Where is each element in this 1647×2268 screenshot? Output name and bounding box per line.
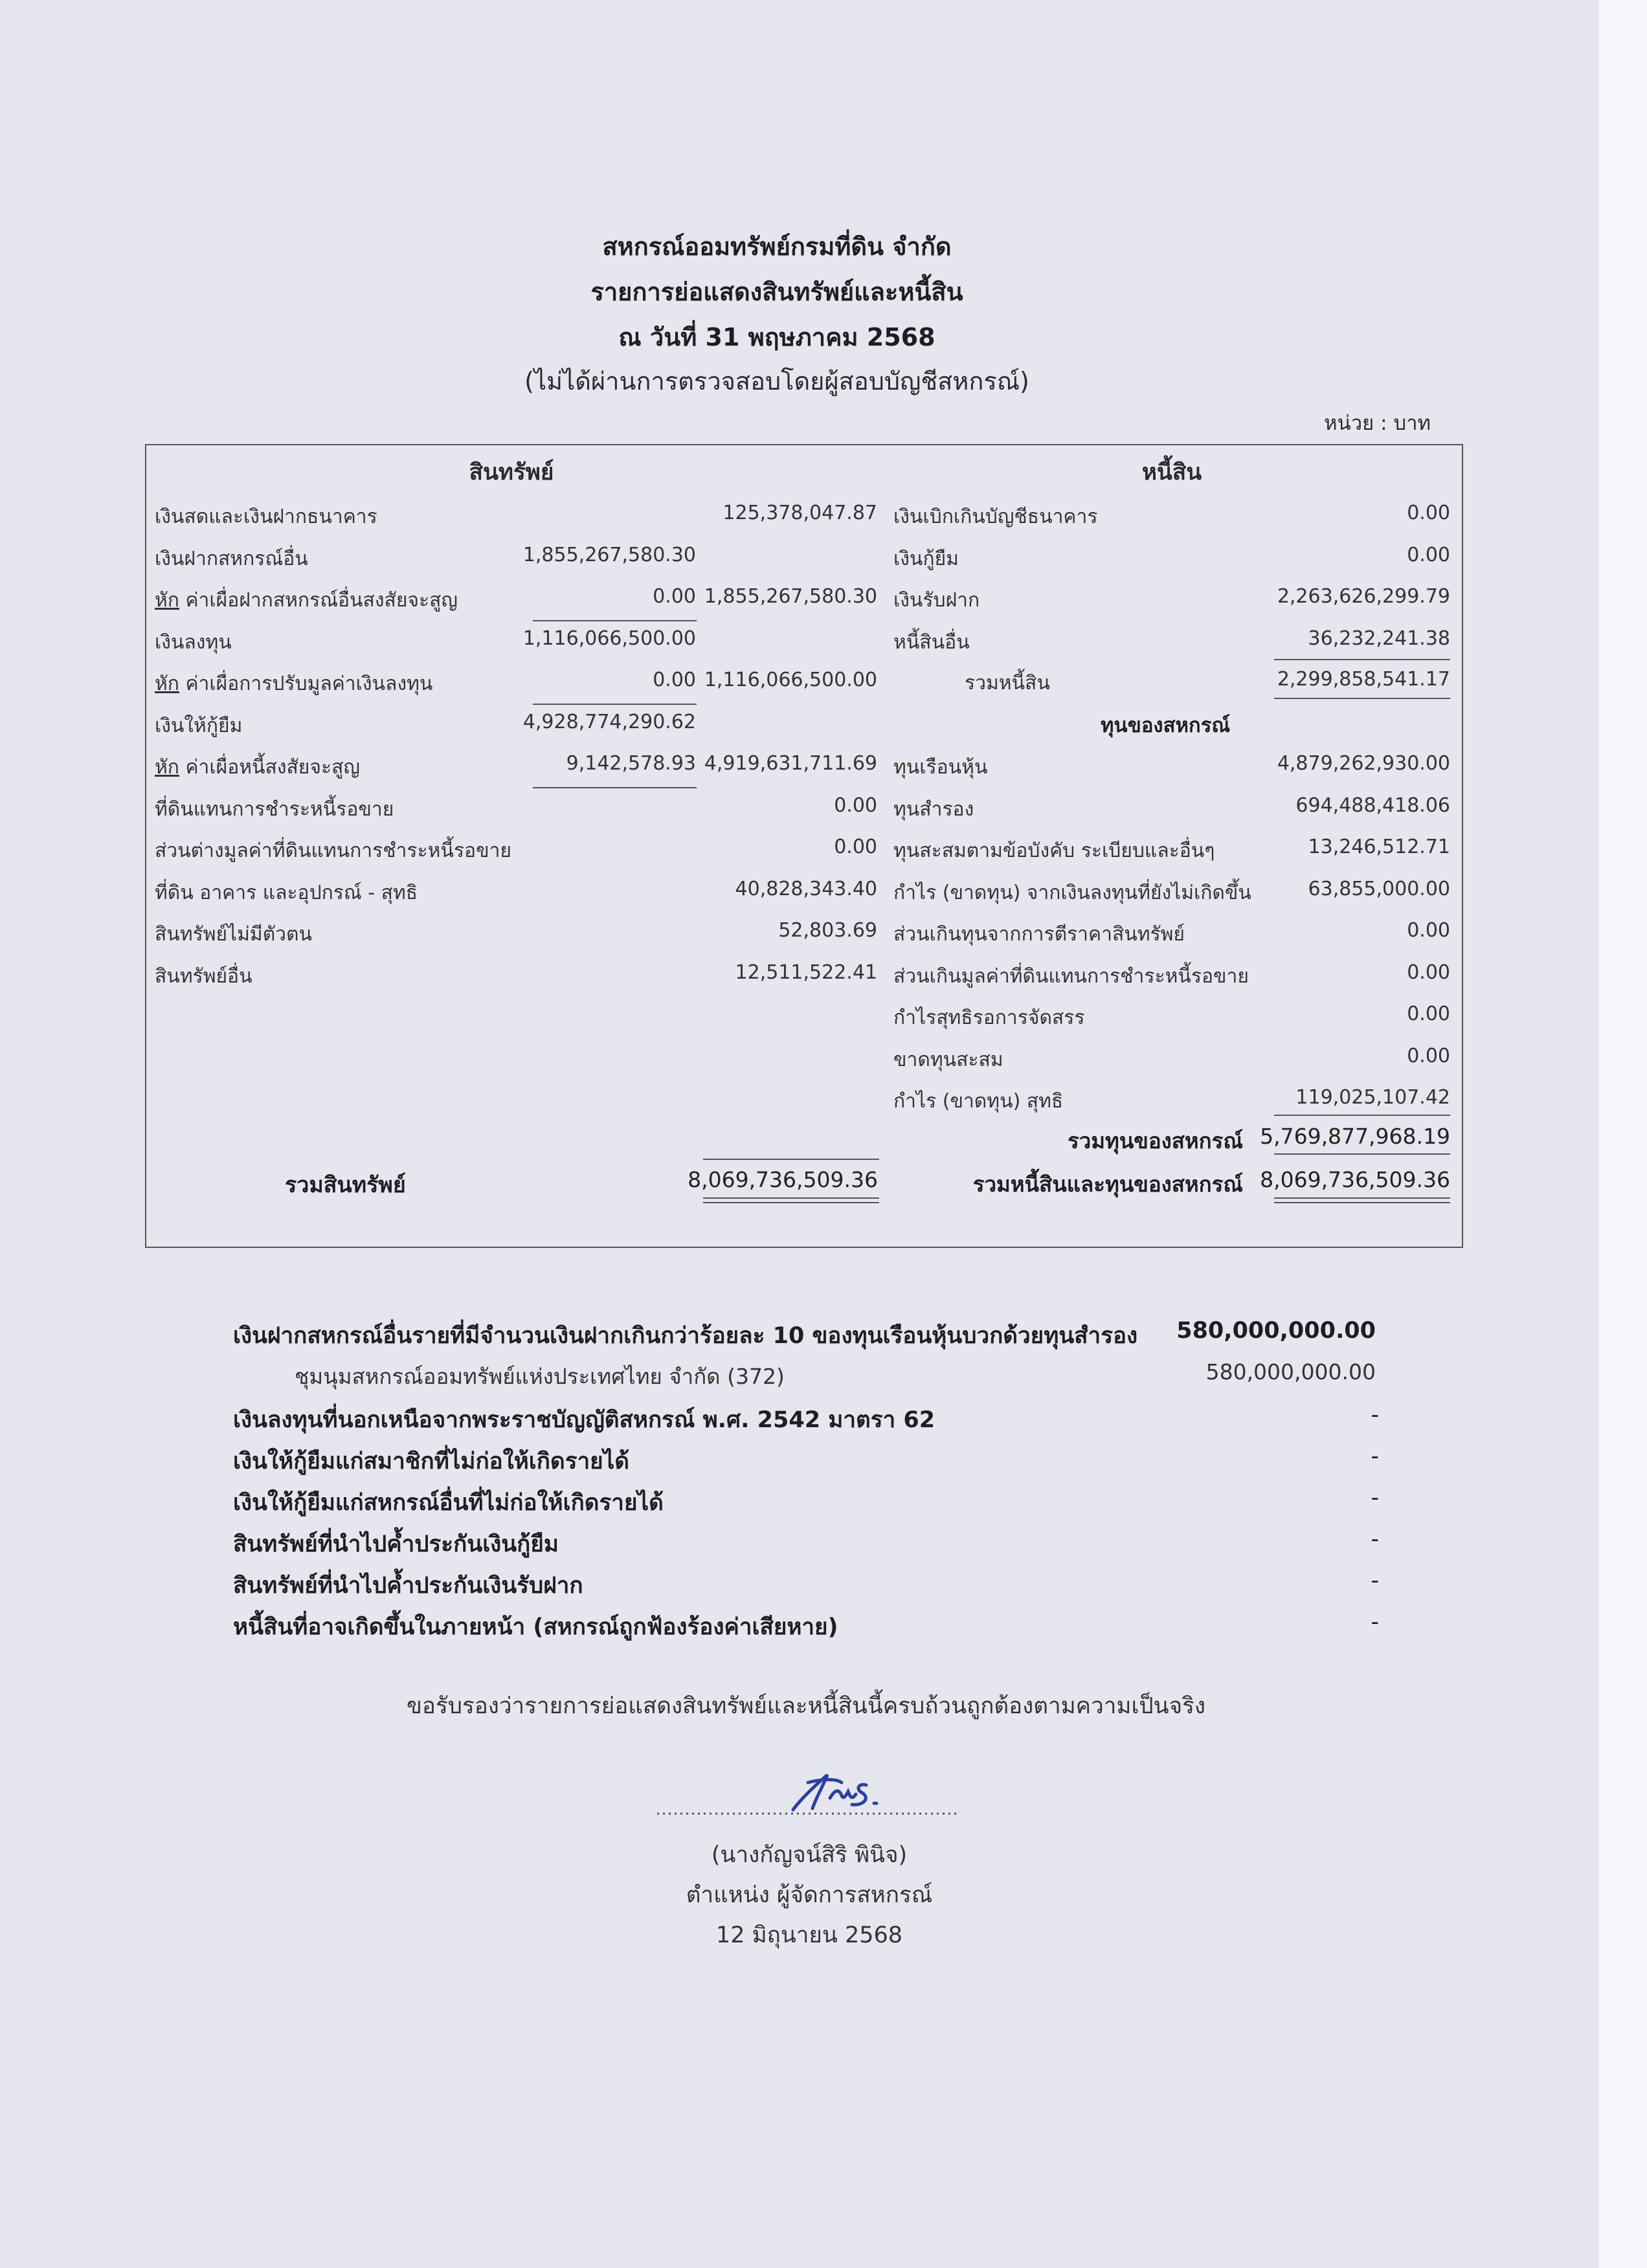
assets-total-label: รวมสินทรัพย์ [285, 1172, 406, 1198]
note-deposit-sub-amount: 580,000,000.00 [1205, 1359, 1376, 1384]
note-deposit-sub: ชุมนุมสหกรณ์ออมทรัพย์แห่งประเทศไทย จำกัด (372) [295, 1364, 785, 1389]
note-item-value: - [1371, 1485, 1379, 1511]
liabilities-sum-rule-bottom [1274, 698, 1450, 699]
scan-edge [1599, 0, 1647, 2268]
currency-unit: หน่วย : บาท [1324, 412, 1431, 435]
equity-row-label: ขาดทุนสะสม [893, 1049, 1003, 1071]
liabilities-row-amount: 0.00 [1407, 502, 1450, 524]
note-item-value: - [1371, 1402, 1379, 1428]
report-audit-note: (ไม่ได้ผ่านการตรวจสอบโดยผู้สอบบัญชีสหกรณ์) [524, 367, 1029, 395]
assets-row-amount: 40,828,343.40 [735, 878, 877, 900]
note-item-label: เงินให้กู้ยืมแก่สมาชิกที่ไม่ก่อให้เกิดรายได้ [233, 1449, 629, 1474]
equity-row-label: ทุนเรือนหุ้น [893, 756, 988, 779]
assets-row-amount: 0.00 [834, 836, 877, 858]
assets-row-label [155, 585, 458, 616]
equity-heading: ทุนของสหกรณ์ [1101, 714, 1231, 737]
assets-row-text: เงินฝากสหกรณ์อื่น [155, 548, 308, 570]
report-title: รายการย่อแสดงสินทรัพย์และหนี้สิน [590, 278, 963, 306]
assets-row-label [155, 794, 394, 825]
assets-row-text: ที่ดินแทนการชำระหนี้รอขาย [155, 798, 394, 821]
assets-row-subamount: 1,855,267,580.30 [522, 544, 696, 566]
grand-total-rule-bottom-2 [1274, 1202, 1450, 1203]
equity-row-amount: 13,246,512.71 [1308, 836, 1450, 858]
equity-row-label: กำไรสุทธิรอการจัดสรร [893, 1006, 1085, 1029]
assets-row-subamount: 9,142,578.93 [566, 752, 696, 775]
assets-row-text: ค่าเผื่อฝากสหกรณ์อื่นสงสัยจะสูญ [179, 589, 458, 612]
equity-row-label: ทุนสำรอง [893, 798, 974, 821]
report-date: ณ วันที่ 31 พฤษภาคม 2568 [618, 323, 936, 351]
assets-total-rule-bottom-1 [703, 1197, 879, 1199]
equity-row-amount: 694,488,418.06 [1295, 794, 1450, 817]
assets-row-text: ส่วนต่างมูลค่าที่ดินแทนการชำระหนี้รอขาย [155, 839, 512, 862]
equity-sum-rule-top [1274, 1115, 1450, 1116]
assets-row-subamount: 0.00 [653, 585, 696, 608]
equity-row-label: ส่วนเกินทุนจากการตีราคาสินทรัพย์ [893, 923, 1185, 946]
assets-row-amount: 4,919,631,711.69 [704, 752, 877, 775]
equity-row-amount: 0.00 [1407, 1003, 1450, 1025]
note-deposit-label: เงินฝากสหกรณ์อื่นรายที่มีจำนวนเงินฝากเกินกว่าร้อยละ 10 ของทุนเรือนหุ้นบวกด้วยทุนสำรอง [233, 1323, 1138, 1349]
equity-row-label: กำไร (ขาดทุน) สุทธิ [893, 1090, 1064, 1113]
note-item-value: - [1371, 1609, 1379, 1635]
assets-row-text: ค่าเผื่อการปรับมูลค่าเงินลงทุน [179, 673, 433, 695]
less-prefix: หัก [155, 589, 179, 612]
assets-row-text: เงินให้กู้ยืม [155, 715, 243, 737]
liabilities-row-label: เงินรับฝาก [893, 589, 980, 612]
assets-row-label [155, 752, 360, 783]
liabilities-row-label: หนี้สินอื่น [893, 631, 970, 654]
assets-row-amount: 12,511,522.41 [735, 961, 877, 984]
signature-mark [654, 1759, 971, 1824]
assets-row-subamount: 0.00 [653, 669, 696, 691]
assets-row-amount: 52,803.69 [778, 919, 877, 942]
assets-row-label [155, 711, 242, 741]
signer-name: (นางกัญจน์สิริ พินิจ) [711, 1842, 908, 1868]
certification-statement: ขอรับรองว่ารายการย่อแสดงสินทรัพย์และหนี้สินนี้ครบถ้วนถูกต้องตามความเป็นจริง [407, 1693, 1205, 1719]
liabilities-heading: หนี้สิน [1141, 460, 1202, 485]
assets-row-label [155, 544, 308, 574]
liabilities-sum-rule-top [1274, 659, 1450, 660]
note-deposit-amount: 580,000,000.00 [1176, 1318, 1376, 1344]
assets-row-text: สินทรัพย์ไม่มีตัวตน [155, 923, 313, 946]
assets-row-label [155, 627, 232, 658]
equity-row-amount: 119,025,107.42 [1295, 1086, 1450, 1109]
liabilities-total-amount: 2,299,858,541.17 [1277, 668, 1450, 691]
assets-total-rule-bottom-2 [703, 1202, 879, 1203]
note-item-label: สินทรัพย์ที่นำไปค้ำประกันเงินรับฝาก [233, 1573, 583, 1599]
equity-row-label: กำไร (ขาดทุน) จากเงินลงทุนที่ยังไม่เกิดขึ้น [893, 882, 1251, 904]
equity-row-amount: 0.00 [1407, 1045, 1450, 1067]
equity-row-amount: 0.00 [1407, 961, 1450, 984]
equity-sum-rule-bottom [1274, 1153, 1450, 1155]
equity-row-label: ทุนสะสมตามข้อบังคับ ระเบียบและอื่นๆ [893, 839, 1215, 862]
liabilities-row-amount: 36,232,241.38 [1308, 627, 1450, 650]
assets-row-label [155, 961, 252, 992]
equity-row-amount: 4,879,262,930.00 [1277, 752, 1450, 775]
assets-row-amount: 1,116,066,500.00 [704, 669, 877, 691]
assets-row-amount: 0.00 [834, 794, 877, 817]
note-item-value: - [1371, 1568, 1379, 1594]
equity-row-amount: 0.00 [1407, 919, 1450, 942]
assets-row-label [155, 919, 312, 950]
assets-row-amount: 1,855,267,580.30 [704, 585, 877, 608]
assets-total-value: 8,069,736,509.36 [688, 1167, 878, 1192]
assets-row-amount: 125,378,047.87 [723, 502, 877, 524]
equity-total-label: รวมทุนของสหกรณ์ [1067, 1128, 1243, 1153]
grand-total-label: รวมหนี้สินและทุนของสหกรณ์ [972, 1172, 1243, 1197]
assets-row-text: ค่าเผื่อหนี้สงสัยจะสูญ [179, 756, 360, 779]
note-item-label: หนี้สินที่อาจเกิดขึ้นในภายหน้า (สหกรณ์ถูกฟ้องร้องค่าเสียหาย) [233, 1614, 838, 1640]
report-cooperative-name: สหกรณ์ออมทรัพย์กรมที่ดิน จำกัด [602, 232, 952, 261]
liabilities-row-amount: 2,263,626,299.79 [1277, 585, 1450, 608]
liabilities-row-label: เงินกู้ยืม [893, 548, 959, 570]
assets-row-label [155, 502, 377, 532]
signature-date: 12 มิถุนายน 2568 [715, 1922, 903, 1948]
assets-row-label [155, 836, 511, 866]
assets-row-subamount: 4,928,774,290.62 [522, 711, 696, 733]
note-deposit-sub-amount-row [0, 1359, 1379, 1388]
equity-row-label: ส่วนเกินมูลค่าที่ดินแทนการชำระหนี้รอขาย [893, 965, 1249, 988]
less-prefix: หัก [155, 756, 179, 779]
assets-row-label [155, 669, 432, 699]
liabilities-row-label: เงินเบิกเกินบัญชีธนาคาร [893, 506, 1098, 528]
less-prefix: หัก [155, 673, 179, 695]
assets-row-text: ที่ดิน อาคาร และอุปกรณ์ - สุทธิ [155, 882, 418, 904]
assets-row-text: เงินสดและเงินฝากธนาคาร [155, 506, 377, 528]
assets-subtotal-rule-1 [533, 620, 697, 621]
liabilities-row-amount: 0.00 [1407, 544, 1450, 566]
note-item-label: เงินลงทุนที่นอกเหนือจากพระราชบัญญัติสหกรณ์ พ.ศ. 2542 มาตรา 62 [233, 1407, 936, 1433]
assets-total-rule-top [703, 1159, 879, 1160]
note-item-label: เงินให้กู้ยืมแก่สหกรณ์อื่นที่ไม่ก่อให้เกิดรายได้ [233, 1490, 664, 1516]
equity-total-value: 5,769,877,968.19 [1260, 1124, 1450, 1149]
note-item-value: - [1371, 1443, 1379, 1469]
note-item-label: สินทรัพย์ที่นำไปค้ำประกันเงินกู้ยืม [233, 1531, 559, 1557]
assets-row-text: สินทรัพย์อื่น [155, 965, 252, 988]
note-deposit-amount-row [0, 1318, 1379, 1346]
assets-row-subamount: 1,116,066,500.00 [522, 627, 696, 650]
assets-subtotal-rule-3 [533, 787, 697, 788]
assets-subtotal-rule-2 [533, 704, 697, 705]
note-item-value: - [1371, 1526, 1379, 1552]
liabilities-total-label: รวมหนี้สิน [965, 672, 1050, 695]
grand-total-value: 8,069,736,509.36 [1260, 1167, 1450, 1192]
assets-row-label [155, 878, 418, 908]
assets-heading: สินทรัพย์ [469, 460, 554, 485]
assets-row-text: เงินลงทุน [155, 631, 232, 654]
grand-total-rule-bottom-1 [1274, 1197, 1450, 1199]
signer-position: ตำแหน่ง ผู้จัดการสหกรณ์ [686, 1882, 933, 1908]
equity-row-amount: 63,855,000.00 [1308, 878, 1450, 900]
